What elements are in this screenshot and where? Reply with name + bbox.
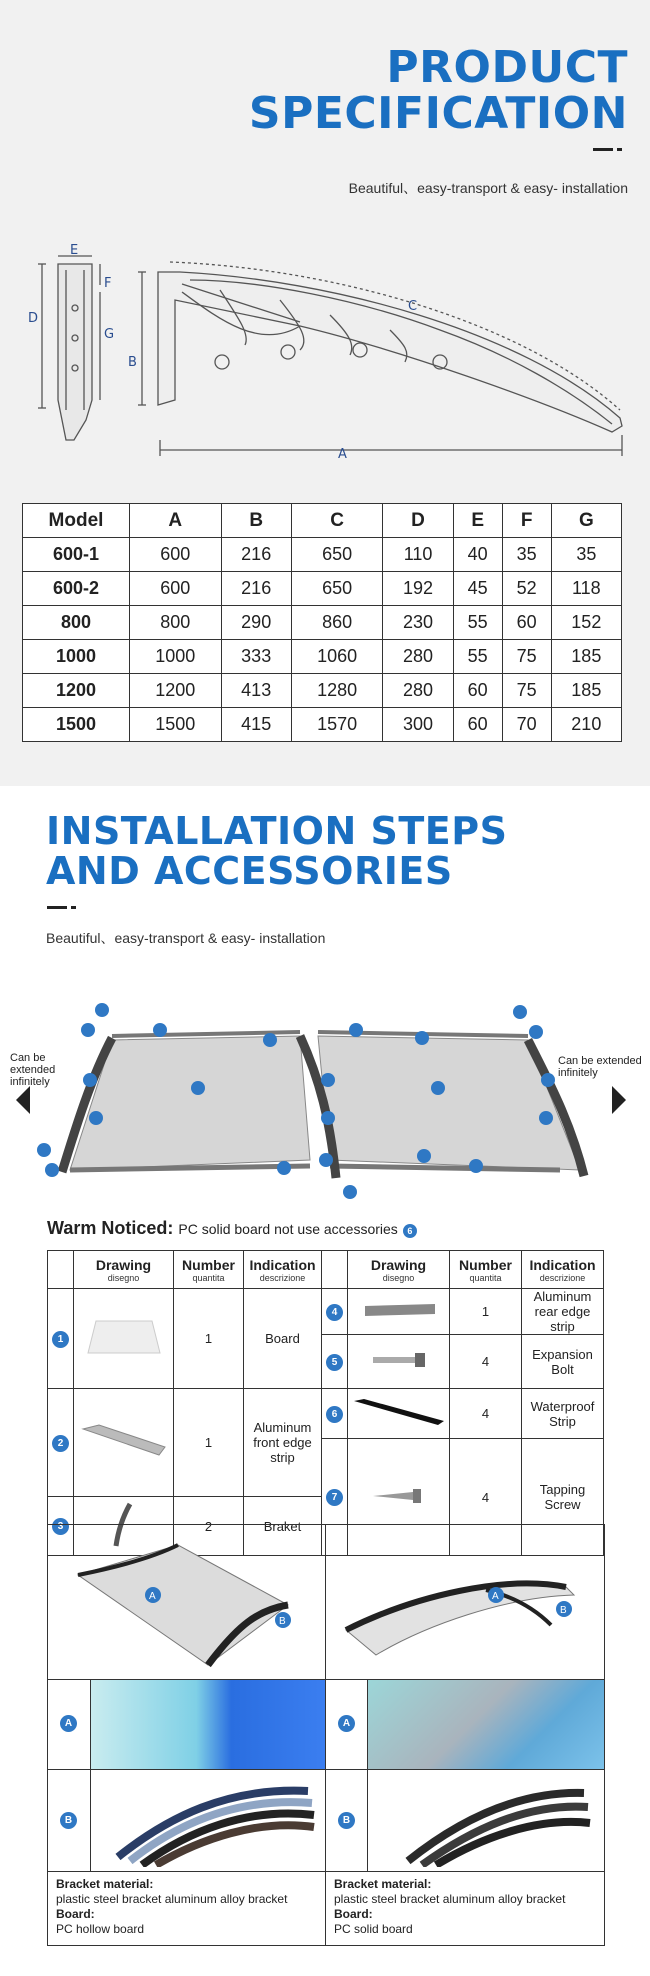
cell: 216 bbox=[221, 538, 291, 572]
cell: 300 bbox=[383, 708, 453, 742]
warm-num-badge: 6 bbox=[403, 1224, 417, 1238]
svg-text:B: B bbox=[560, 1605, 567, 1616]
spec-subtitle: Beautiful、easy-transport & easy- installation bbox=[348, 180, 628, 196]
cell: 280 bbox=[383, 674, 453, 708]
awning-hollow-image bbox=[58, 1535, 318, 1675]
dim-label-d: D bbox=[28, 311, 39, 326]
front-strip-icon bbox=[79, 1421, 169, 1461]
table-row bbox=[23, 708, 622, 742]
acc-qty: 1 bbox=[174, 1289, 244, 1389]
cell: 75 bbox=[502, 640, 551, 674]
board-value-left: PC hollow board bbox=[56, 1922, 145, 1936]
brackets-image-left bbox=[108, 1777, 318, 1867]
screw-icon bbox=[359, 1486, 439, 1506]
waterproof-strip-icon bbox=[352, 1397, 446, 1427]
marker-b-right: B bbox=[338, 1812, 355, 1829]
acc-qty: 1 bbox=[174, 1389, 244, 1497]
svg-text:B: B bbox=[279, 1616, 286, 1627]
caption-left bbox=[56, 1877, 322, 1937]
cell: 45 bbox=[453, 572, 502, 606]
dim-label-b: B bbox=[128, 355, 137, 370]
acc-name: Braket bbox=[244, 1497, 322, 1556]
bracket-label-left: Bracket material: bbox=[56, 1877, 154, 1891]
cell: 60 bbox=[453, 674, 502, 708]
cell-model: 1500 bbox=[23, 708, 130, 742]
extend-right-label: Can be extended infinitely bbox=[558, 1055, 642, 1079]
table-row bbox=[23, 538, 622, 572]
cell: 152 bbox=[551, 606, 621, 640]
table-row bbox=[23, 640, 622, 674]
hd-drawing: Drawing bbox=[95, 1256, 152, 1273]
cell: 600 bbox=[130, 538, 222, 572]
acc-num: 5 bbox=[326, 1354, 343, 1371]
acc-qty: 4 bbox=[450, 1439, 522, 1556]
acc-qty: 4 bbox=[450, 1389, 522, 1439]
cell-model: 1200 bbox=[23, 674, 130, 708]
hd-indication: Indication bbox=[249, 1256, 316, 1273]
bracket-side-view bbox=[58, 264, 92, 440]
hd-indication-sub: descrizione bbox=[259, 1272, 306, 1283]
dim-label-a: A bbox=[338, 447, 347, 462]
cell: 1200 bbox=[130, 674, 222, 708]
cell: 1280 bbox=[291, 674, 383, 708]
board-label-right: Board: bbox=[334, 1907, 373, 1921]
marker-b-left: B bbox=[60, 1812, 77, 1829]
cell-model: 1000 bbox=[23, 640, 130, 674]
dim-label-e: E bbox=[70, 243, 79, 258]
warm-notice bbox=[47, 1218, 417, 1239]
acc-header-row bbox=[48, 1251, 604, 1289]
bracket-value-left: plastic steel bracket aluminum alloy bracket bbox=[56, 1892, 288, 1906]
table-row bbox=[48, 1389, 604, 1439]
acc-num: 3 bbox=[52, 1518, 69, 1535]
dimension-drawing bbox=[0, 240, 650, 470]
cell: 55 bbox=[453, 640, 502, 674]
spec-title-line2: SPECIFICATION bbox=[248, 88, 628, 139]
hd-number-sub: quantita bbox=[192, 1272, 225, 1283]
cell: 210 bbox=[551, 708, 621, 742]
bracket-value-right: plastic steel bracket aluminum alloy bracket bbox=[334, 1892, 566, 1906]
specification-section bbox=[0, 0, 650, 786]
col-e: E bbox=[453, 504, 502, 538]
cell: 118 bbox=[551, 572, 621, 606]
table-row bbox=[23, 606, 622, 640]
cell: 60 bbox=[453, 708, 502, 742]
cell: 290 bbox=[221, 606, 291, 640]
hd-number: Number bbox=[182, 1256, 235, 1273]
hd-number-sub-2: quantita bbox=[469, 1272, 502, 1283]
cell: 650 bbox=[291, 572, 383, 606]
rear-strip-icon bbox=[359, 1300, 439, 1320]
warm-label: Warm Noticed: bbox=[47, 1218, 174, 1238]
acc-name: Board bbox=[244, 1289, 322, 1389]
cell: 185 bbox=[551, 640, 621, 674]
comparison-grid bbox=[47, 1524, 605, 1946]
cell: 110 bbox=[383, 538, 453, 572]
col-model: Model bbox=[23, 504, 130, 538]
table-row bbox=[23, 674, 622, 708]
marker-a-right: A bbox=[338, 1715, 355, 1732]
dim-label-f: F bbox=[104, 276, 112, 291]
col-d: D bbox=[383, 504, 453, 538]
acc-num: 1 bbox=[52, 1331, 69, 1348]
cell: 1060 bbox=[291, 640, 383, 674]
install-title-dash-small bbox=[71, 906, 76, 909]
arrow-right-icon bbox=[612, 1086, 626, 1114]
cell-model: 600-2 bbox=[23, 572, 130, 606]
pc-solid-sheet-image bbox=[368, 1680, 604, 1769]
brackets-image-right bbox=[388, 1777, 598, 1867]
acc-name: Aluminum front edge strip bbox=[244, 1389, 322, 1497]
cell: 55 bbox=[453, 606, 502, 640]
cell: 70 bbox=[502, 708, 551, 742]
spec-table bbox=[22, 503, 622, 742]
spec-title-line1: PRODUCT bbox=[386, 42, 628, 93]
cell: 1500 bbox=[130, 708, 222, 742]
arrow-left-icon bbox=[16, 1086, 30, 1114]
cell: 185 bbox=[551, 674, 621, 708]
board-label-left: Board: bbox=[56, 1907, 95, 1921]
acc-num: 2 bbox=[52, 1435, 69, 1452]
acc-qty: 1 bbox=[450, 1289, 522, 1335]
cell: 333 bbox=[221, 640, 291, 674]
cell: 650 bbox=[291, 538, 383, 572]
hd-number-2: Number bbox=[459, 1256, 512, 1273]
cell: 800 bbox=[130, 606, 222, 640]
cell: 415 bbox=[221, 708, 291, 742]
acc-num: 6 bbox=[326, 1406, 343, 1423]
table-row bbox=[23, 572, 622, 606]
install-subtitle: Beautiful、easy-transport & easy- installation bbox=[46, 930, 326, 946]
board-drawing-icon bbox=[84, 1317, 164, 1357]
cell-model: 800 bbox=[23, 606, 130, 640]
acc-qty: 4 bbox=[450, 1335, 522, 1389]
accessories-table bbox=[47, 1250, 604, 1556]
cell: 52 bbox=[502, 572, 551, 606]
svg-text:A: A bbox=[492, 1591, 499, 1602]
hd-drawing-sub-2: disegno bbox=[382, 1272, 415, 1283]
title-dash-small bbox=[617, 148, 622, 151]
svg-text:A: A bbox=[149, 1591, 156, 1602]
bracket-label-right: Bracket material: bbox=[334, 1877, 432, 1891]
cell: 413 bbox=[221, 674, 291, 708]
bolt-icon bbox=[359, 1350, 439, 1370]
install-title-line1: INSTALLATION STEPS bbox=[46, 809, 508, 853]
cell: 1570 bbox=[291, 708, 383, 742]
cell: 60 bbox=[502, 606, 551, 640]
acc-num: 4 bbox=[326, 1304, 343, 1321]
pc-hollow-sheet-image bbox=[91, 1680, 325, 1769]
cell-model: 600-1 bbox=[23, 538, 130, 572]
cell: 230 bbox=[383, 606, 453, 640]
cell: 1000 bbox=[130, 640, 222, 674]
acc-name: Waterproof Strip bbox=[522, 1389, 604, 1439]
extend-left-label: Can be extended infinitely bbox=[10, 1052, 56, 1088]
caption-right bbox=[334, 1877, 600, 1937]
acc-name: Aluminum rear edge strip bbox=[522, 1289, 604, 1335]
acc-name: Expansion Bolt bbox=[522, 1335, 604, 1389]
hd-drawing-sub: disegno bbox=[107, 1272, 140, 1283]
awning-solid-image bbox=[336, 1535, 596, 1675]
install-title-line2: AND ACCESSORIES bbox=[46, 849, 453, 893]
install-title-dash bbox=[47, 906, 67, 909]
warm-text: PC solid board not use accessories bbox=[178, 1221, 398, 1237]
col-c: C bbox=[291, 504, 383, 538]
cell: 35 bbox=[502, 538, 551, 572]
spec-header-row bbox=[23, 504, 622, 538]
cell: 40 bbox=[453, 538, 502, 572]
hd-indication-sub-2: descrizione bbox=[539, 1272, 586, 1283]
acc-qty: 2 bbox=[174, 1497, 244, 1556]
cell: 280 bbox=[383, 640, 453, 674]
cell: 75 bbox=[502, 674, 551, 708]
col-b: B bbox=[221, 504, 291, 538]
hd-indication-2: Indication bbox=[529, 1256, 596, 1273]
col-a: A bbox=[130, 504, 222, 538]
col-f: F bbox=[502, 504, 551, 538]
cell: 192 bbox=[383, 572, 453, 606]
cell: 600 bbox=[130, 572, 222, 606]
acc-num: 7 bbox=[326, 1489, 343, 1506]
col-g: G bbox=[551, 504, 621, 538]
cell: 35 bbox=[551, 538, 621, 572]
acc-name: Tapping Screw bbox=[522, 1439, 604, 1556]
dim-label-c: C bbox=[408, 299, 418, 314]
board-value-right: PC solid board bbox=[334, 1922, 413, 1936]
title-dash bbox=[593, 148, 613, 151]
cell: 216 bbox=[221, 572, 291, 606]
hd-drawing-2: Drawing bbox=[370, 1256, 427, 1273]
marker-a-left: A bbox=[60, 1715, 77, 1732]
table-row bbox=[48, 1289, 604, 1335]
dim-label-g: G bbox=[104, 327, 115, 342]
cell: 860 bbox=[291, 606, 383, 640]
installation-diagram bbox=[0, 1000, 650, 1200]
